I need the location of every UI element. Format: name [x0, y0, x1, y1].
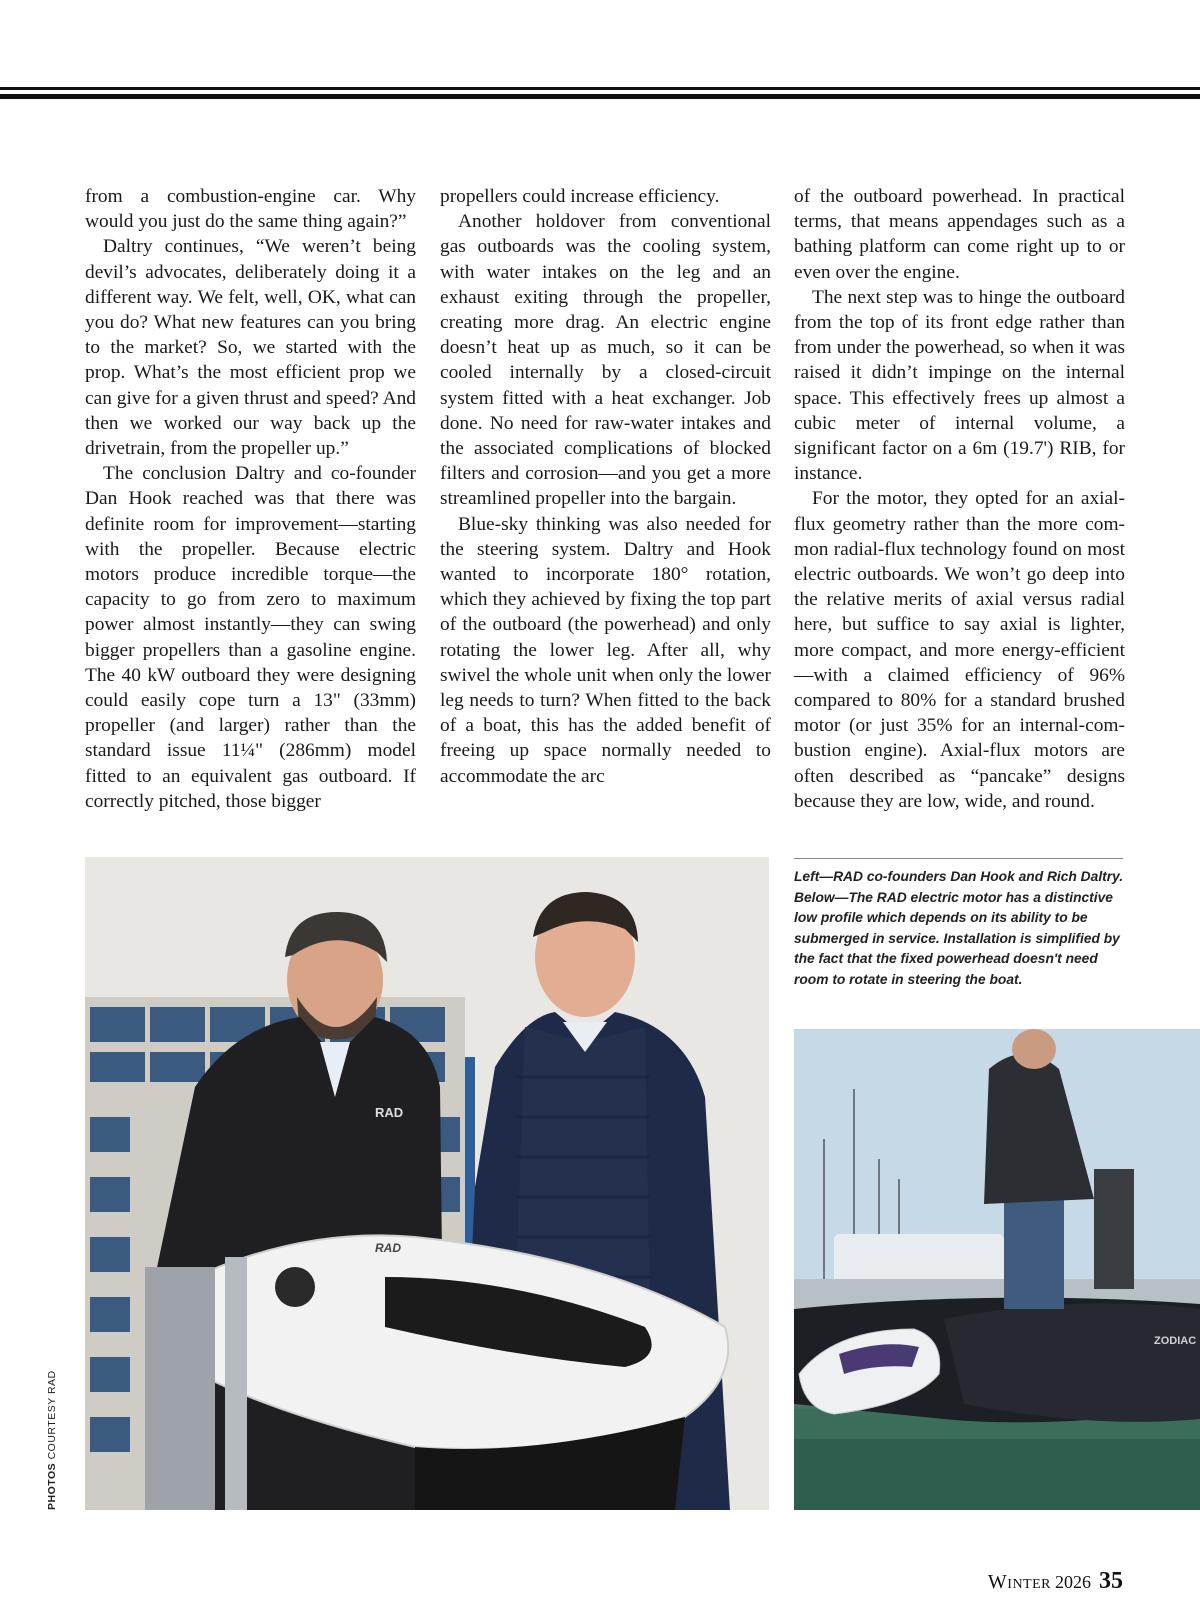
page-folio: [988, 1568, 1123, 1595]
photo-credit-label: PHOTOS: [46, 1462, 58, 1510]
jacket-logo: RAD: [375, 1105, 404, 1120]
motor-logo: RAD: [375, 1241, 401, 1255]
photo-boat-outboard: [794, 1029, 1200, 1510]
header-rule-thin: [0, 87, 1200, 90]
paragraph: from a combustion-engine car. Why would you just do the same thing again?”: [85, 186, 416, 233]
paragraph: The conclusion Daltry and co-founder Dan Hook reached was that there was definite room for improvement—starting with the propeller. Because electric motors produce incredible torque—the capacity to go from zero to maximum power almost instantly—they can swing bigger propellers than a gasoline engine. The 40 kW outboard they were designing could easily cope turn a 13" (33mm) propeller (and larger) rather than the standard issue 11¼" (286mm) model fitted to an equivalent gas outboard. If correctly pitched, those bigger: [85, 463, 416, 812]
paragraph: Another holdover from conventional gas outboards was the cooling system, with water intakes on the leg and an exhaust exiting through the propeller, creating more drag. An electric engine doesn’t heat up as much, so it can be cooled internally by a closed-circuit system fitted with a heat exchanger. Job done. No need for raw-water intakes and the associated complications of blocked filters and corrosion—and you get a more streamlined propeller into the bargain.: [440, 211, 771, 510]
paragraph: Blue-sky thinking was also needed for the steering system. Daltry and Hook wanted to incorporate 180° rotation, which they achieved by fixing the top part of the outboard (the powerhead) and only rotating the lower leg. After all, why swivel the whole unit when only the lower leg needs to turn? When fitted to the back of a boat, this has the added benefit of freeing up space normally needed to accommodate the arc: [440, 513, 771, 787]
header-rule-thick: [0, 94, 1200, 99]
paragraph: of the outboard powerhead. In practical terms, that means appendages such as a bathing platform can come right up to or even over the engine.: [794, 186, 1125, 283]
caption-left-text: —RAD co-founders Dan Hook and Rich Daltry.: [819, 869, 1124, 884]
caption-below-label: Below: [794, 889, 835, 905]
paragraph: propellers could increase efficiency.: [440, 186, 720, 207]
boat-brand-logo: ZODIAC: [1154, 1335, 1197, 1347]
article-column-1: [85, 184, 416, 814]
folio-year: 2026: [1055, 1572, 1091, 1592]
photo-credit: [46, 1370, 58, 1510]
folio-season: Winter: [987, 1571, 1051, 1593]
paragraph: The next step was to hinge the outboard from the top of its front edge rather than from under the powerhead, so when it was raised it didn’t impinge on the internal space. This effectively frees up almost a cubic meter of internal volume, a significant factor on a 6m (19.7') RIB, for instance.: [794, 286, 1125, 485]
photo-cofounders: [85, 857, 769, 1510]
caption-rule: [794, 858, 1123, 859]
paragraph: For the motor, they opted for an axial-flux geometry rather than the more common radial-flux technology found on most electric outboards. We won’t go deep into the relative merits of axial versus radial here, but suffice to say axial is lighter, more compact, and more energy-efficient—with a claimed efficiency of 96% compared to 80% for a standard brushed motor (or just 35% for an internal-combustion engine). Axial-flux motors are often described as “pancake” designs because they are low, wide, and round.: [794, 488, 1125, 812]
caption-left-label: Left: [794, 869, 820, 884]
paragraph: Daltry continues, “We weren’t being devil’s advocates, deliberately doing it a different way. We felt, well, OK, what can you do? What new features can you bring to the market? So, we started with the prop. What’s the most efficient prop we can give for a given thrust and speed? And then we worked our way back up the drivetrain, from the propeller up.”: [85, 236, 416, 460]
photo-caption: [794, 867, 1124, 990]
article-column-3: [794, 184, 1125, 814]
caption-below-text: —The RAD electric motor has a distinctive low profile which depends on its ability to be submerged in service. Installation is simplified by the fact that the fixed powerhead doesn't need room to rotate in steering the boat.: [794, 889, 1120, 987]
photo-credit-text: COURTESY RAD: [46, 1370, 58, 1463]
article-column-2: [440, 184, 771, 789]
page-number: 35: [1099, 1568, 1123, 1594]
